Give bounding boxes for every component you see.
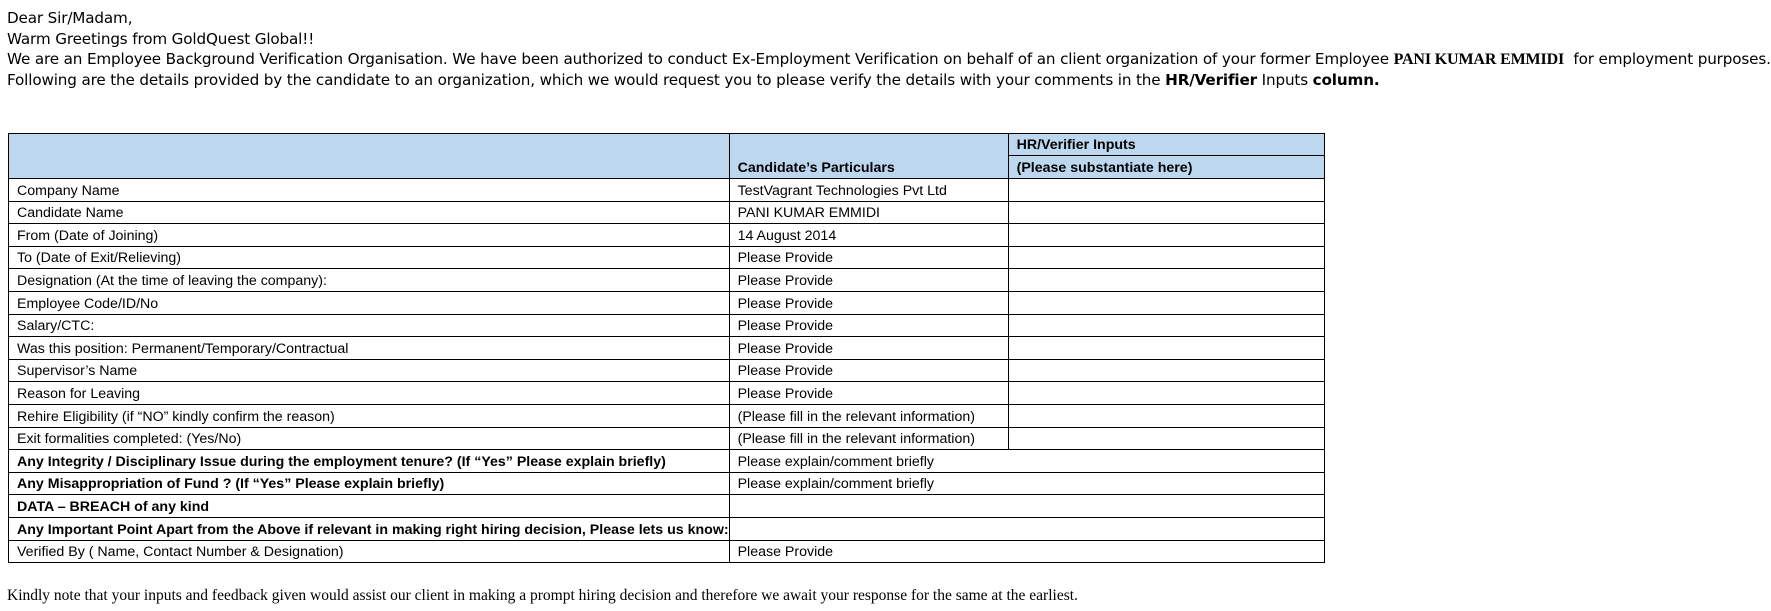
row-candidate-value: Please Provide xyxy=(729,314,1008,337)
row-verifier-input[interactable] xyxy=(1008,291,1324,314)
header-row-1 xyxy=(9,134,1325,156)
row-verifier-input[interactable] xyxy=(1008,382,1324,405)
row-verifier-input[interactable] xyxy=(1008,269,1324,292)
row-label-bold: Any Important Point Apart from the Above if relevant in making right hiring decision, Please lets us know: xyxy=(9,517,730,540)
row-verifier-input[interactable] xyxy=(1008,314,1324,337)
verification-table xyxy=(8,133,1325,563)
closing-note: Kindly note that your inputs and feedback given would assist our client in making a prompt hiring decision and therefore we await your response for the same at the earliest. xyxy=(7,587,1078,604)
table-row xyxy=(9,404,1325,427)
row-candidate-value: (Please fill in the relevant information) xyxy=(729,427,1008,450)
row-label: Salary/CTC: xyxy=(9,314,730,337)
para2-start: Following are the details provided by the candidate to an organization, which we would request you to please verify the details with your comments in the xyxy=(7,70,1166,89)
row-candidate-value: Please Provide xyxy=(729,291,1008,314)
row-label: Company Name xyxy=(9,179,730,202)
table-row xyxy=(9,517,1325,540)
intro-paragraph-1 xyxy=(7,49,1771,70)
row-label: Was this position: Permanent/Temporary/Contractual xyxy=(9,337,730,360)
table-row xyxy=(9,427,1325,450)
row-merged-value[interactable] xyxy=(729,495,1324,518)
para2-bold-1: HR/Verifier xyxy=(1165,70,1257,89)
row-candidate-value: Please Provide xyxy=(729,246,1008,269)
row-label-bold: DATA – BREACH of any kind xyxy=(9,495,730,518)
row-verifier-input[interactable] xyxy=(1008,337,1324,360)
table-row xyxy=(9,201,1325,224)
row-candidate-value: (Please fill in the relevant information) xyxy=(729,404,1008,427)
row-label-bold: Any Integrity / Disciplinary Issue during the employment tenure? (If “Yes” Please explain briefly) xyxy=(9,450,730,473)
row-merged-value[interactable] xyxy=(729,517,1324,540)
warm-greetings: Warm Greetings from GoldQuest Global!! xyxy=(7,29,315,48)
row-candidate-value: Please Provide xyxy=(729,269,1008,292)
row-label: From (Date of Joining) xyxy=(9,224,730,247)
table-row xyxy=(9,314,1325,337)
row-verifier-input[interactable] xyxy=(1008,201,1324,224)
row-candidate-value: Please Provide xyxy=(729,337,1008,360)
table-row xyxy=(9,224,1325,247)
header-blank-cell xyxy=(9,134,730,179)
row-candidate-value: 14 August 2014 xyxy=(729,224,1008,247)
row-verifier-input[interactable] xyxy=(1008,246,1324,269)
para2-mid: Inputs xyxy=(1256,70,1313,89)
row-label: Verified By ( Name, Contact Number & Designation) xyxy=(9,540,730,563)
para2-bold-2: column. xyxy=(1312,70,1380,89)
header-substantiate: (Please substantiate here) xyxy=(1008,156,1324,179)
row-label: Exit formalities completed: (Yes/No) xyxy=(9,427,730,450)
row-candidate-value: Please Provide xyxy=(729,359,1008,382)
row-label: Rehire Eligibility (if “NO” kindly confirm the reason) xyxy=(9,404,730,427)
intro-text xyxy=(7,8,1771,90)
row-candidate-value: Please Provide xyxy=(729,382,1008,405)
row-label-bold: Any Misappropriation of Fund ? (If “Yes” Please explain briefly) xyxy=(9,472,730,495)
para1-end: for employment purposes. xyxy=(1564,50,1771,68)
table-row xyxy=(9,246,1325,269)
table-row xyxy=(9,179,1325,202)
row-merged-value[interactable]: Please explain/comment briefly xyxy=(729,472,1324,495)
row-merged-value[interactable]: Please explain/comment briefly xyxy=(729,450,1324,473)
row-candidate-value: PANI KUMAR EMMIDI xyxy=(729,201,1008,224)
row-merged-value[interactable]: Please Provide xyxy=(729,540,1324,563)
intro-paragraph-2 xyxy=(7,70,1771,91)
row-label: Designation (At the time of leaving the company): xyxy=(9,269,730,292)
row-verifier-input[interactable] xyxy=(1008,427,1324,450)
row-verifier-input[interactable] xyxy=(1008,359,1324,382)
table-row xyxy=(9,450,1325,473)
greeting: Dear Sir/Madam, xyxy=(7,9,133,27)
table-row xyxy=(9,337,1325,360)
employee-name: PANI KUMAR EMMIDI xyxy=(1393,51,1565,68)
para1-start: We are an Employee Background Verification Organisation. We have been authorized to conduct Ex-Employment Verification on behalf of an client organization of your former Employee xyxy=(7,50,1394,68)
table-row xyxy=(9,291,1325,314)
row-label: Reason for Leaving xyxy=(9,382,730,405)
table-row xyxy=(9,382,1325,405)
row-label: To (Date of Exit/Relieving) xyxy=(9,246,730,269)
row-label: Supervisor’s Name xyxy=(9,359,730,382)
table-row xyxy=(9,495,1325,518)
table-row xyxy=(9,269,1325,292)
row-label: Employee Code/ID/No xyxy=(9,291,730,314)
row-label: Candidate Name xyxy=(9,201,730,224)
table-row xyxy=(9,472,1325,495)
row-verifier-input[interactable] xyxy=(1008,179,1324,202)
row-verifier-input[interactable] xyxy=(1008,224,1324,247)
header-hr-verifier-inputs: HR/Verifier Inputs xyxy=(1008,134,1324,156)
row-candidate-value: TestVagrant Technologies Pvt Ltd xyxy=(729,179,1008,202)
table-row xyxy=(9,540,1325,563)
row-verifier-input[interactable] xyxy=(1008,404,1324,427)
header-candidate-particulars: Candidate’s Particulars xyxy=(729,134,1008,179)
table-row xyxy=(9,359,1325,382)
